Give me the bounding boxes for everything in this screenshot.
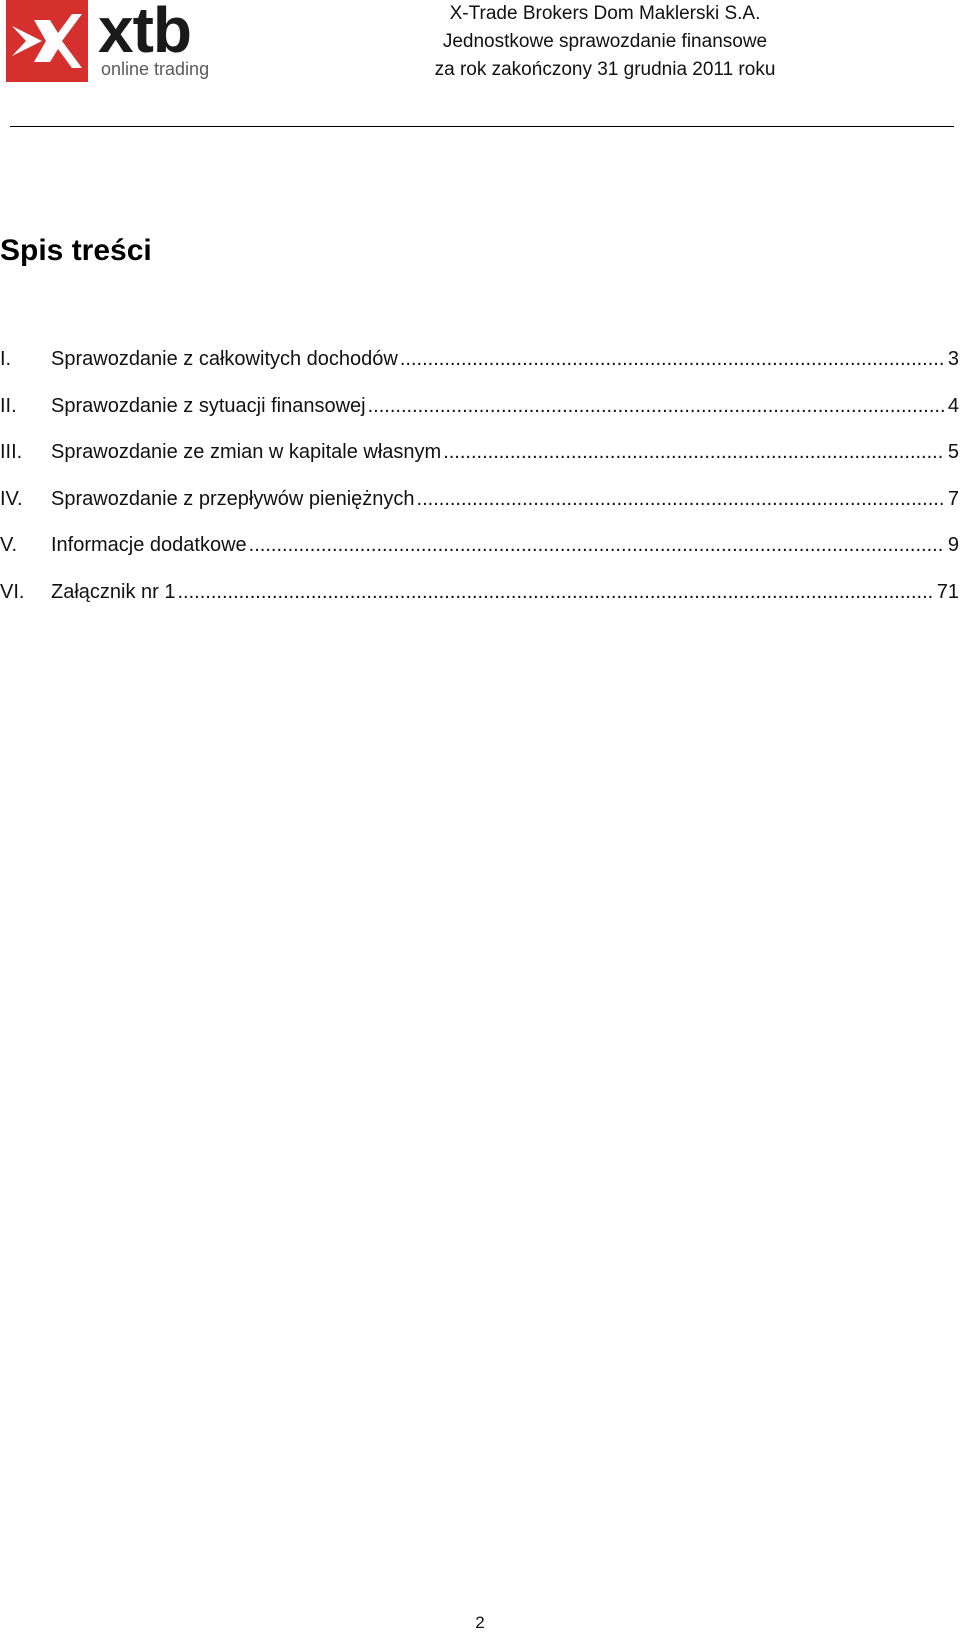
toc-entry-page[interactable]: 71 (936, 580, 959, 603)
toc-entry-line (51, 532, 959, 558)
toc-entry-number: IV. (0, 487, 23, 510)
toc-entry-number: III. (0, 441, 23, 463)
toc-dot-leader (249, 532, 944, 558)
report-title: Jednostkowe sprawozdanie finansowe (442, 31, 768, 52)
logo-tagline: online trading (101, 59, 210, 79)
toc-entry-page[interactable]: 9 (947, 534, 959, 556)
toc-entry-page[interactable]: 3 (947, 348, 959, 370)
toc-dot-leader (368, 393, 944, 419)
toc-entry-line (51, 486, 959, 512)
header-divider (10, 126, 954, 127)
logo-wordmark: xtb (98, 0, 191, 66)
toc-entry-6[interactable] (0, 580, 960, 638)
toc-entry-number: V. (0, 534, 18, 556)
page-header (0, 0, 960, 130)
xtb-logo (6, 0, 221, 84)
toc-entry-line (51, 393, 959, 419)
toc-dot-leader (400, 346, 944, 372)
toc-entry-number: I. (0, 348, 12, 370)
toc-entry-page[interactable]: 4 (947, 394, 959, 417)
toc-title: Spis treści (0, 234, 152, 267)
toc-entry-label[interactable]: Sprawozdanie ze zmian w kapitale własnym (51, 441, 442, 463)
toc-entry-number: VI. (0, 580, 25, 603)
page-number: 2 (475, 1613, 485, 1632)
toc-dot-leader (443, 439, 944, 465)
toc-entry-label[interactable]: Sprawozdanie z przepływów pieniężnych (51, 487, 415, 510)
toc-entry-label[interactable]: Załącznik nr 1 (51, 580, 176, 603)
toc-entry-page[interactable]: 5 (947, 441, 959, 463)
toc-entry-line (51, 439, 959, 465)
report-period: za rok zakończony 31 grudnia 2011 roku (434, 59, 776, 80)
toc-entry-label[interactable]: Sprawozdanie z całkowitych dochodów (51, 348, 398, 370)
toc-dot-leader (178, 579, 933, 605)
table-of-contents (0, 348, 960, 637)
toc-entry-label[interactable]: Sprawozdanie z sytuacji finansowej (51, 394, 366, 417)
company-name: X-Trade Brokers Dom Maklerski S.A. (449, 3, 761, 24)
toc-dot-leader (417, 486, 944, 512)
toc-entry-line (51, 346, 959, 372)
toc-entry-label[interactable]: Informacje dodatkowe (51, 534, 247, 556)
xtb-logo-icon (6, 0, 88, 82)
toc-entry-line (51, 579, 959, 605)
toc-entry-page[interactable]: 7 (947, 487, 959, 510)
header-text-block (380, 0, 830, 84)
toc-entry-number: II. (0, 394, 17, 417)
